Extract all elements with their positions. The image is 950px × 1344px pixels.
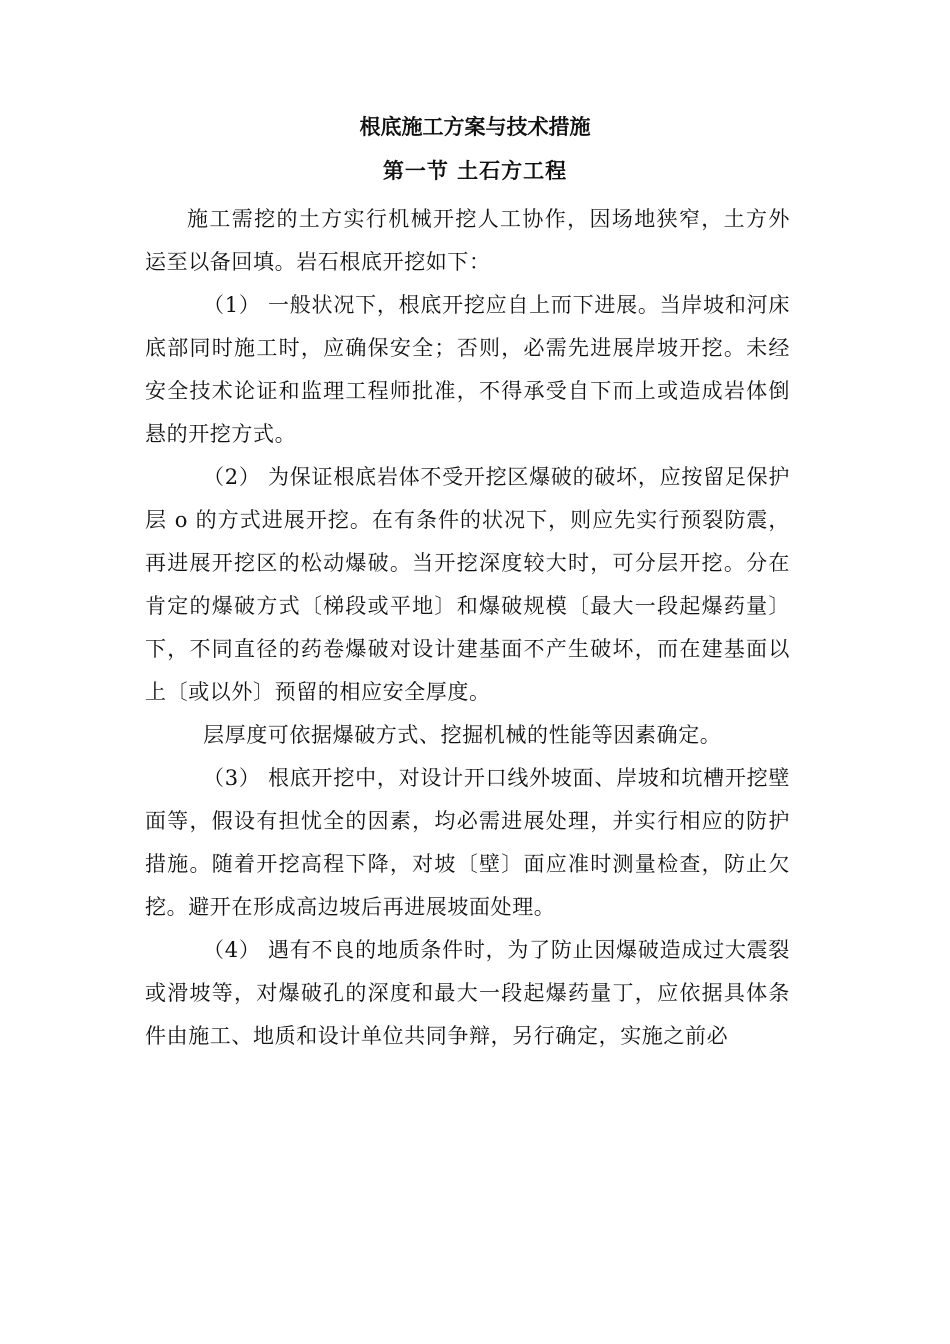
- document-body: [145, 198, 790, 1058]
- paragraph-item-2: （2） 为保证根底岩体不受开挖区爆破的破坏，应按留足保护层 o 的方式进展开挖。在有条件的状况下，则应先实行预裂防震，再进展开挖区的松动爆破。当开挖深度较大时，可分层开挖。分在肯定的爆破方式〔梯段或平地〕和爆破规模〔最大一段起爆药量〕下，不同直径的药卷爆破对设计建基面不产生破坏，而在建基面以上〔或以外〕预留的相应安全厚度。: [145, 465, 790, 704]
- document-title: 根底施工方案与技术措施: [359, 114, 591, 139]
- paragraph-intro: 施工需挖的土方实行机械开挖人工协作，因场地狭窄，土方外运至以备回填。岩石根底开挖如下：: [145, 207, 790, 274]
- section-title: 第一节 土石方工程: [382, 158, 568, 183]
- paragraph-item-1: （1） 一般状况下，根底开挖应自上而下进展。当岸坡和河床底部同时施工时，应确保安全；否则，必需先进展岸坡开挖。未经安全技术论证和监理工程师批准，不得承受自下而上或造成岩体倒悬的开挖方式。: [145, 293, 790, 446]
- paragraph-item-4: （4） 遇有不良的地质条件时，为了防止因爆破造成过大震裂或滑坡等，对爆破孔的深度和最大一段起爆药量丁，应依据具体条件由施工、地质和设计单位共同争辩，另行确定，实施之前必: [145, 938, 790, 1048]
- paragraph-item-3: （3） 根底开挖中，对设计开口线外坡面、岸坡和坑槽开挖壁面等，假设有担忧全的因素，均必需进展处理，并实行相应的防护措施。随着开挖高程下降，对坡〔壁〕面应准时测量检查，防止欠挖。避开在形成高边坡后再进展坡面处理。: [145, 766, 790, 919]
- paragraph-note: 层厚度可依据爆破方式、挖掘机械的性能等因素确定。: [203, 723, 722, 747]
